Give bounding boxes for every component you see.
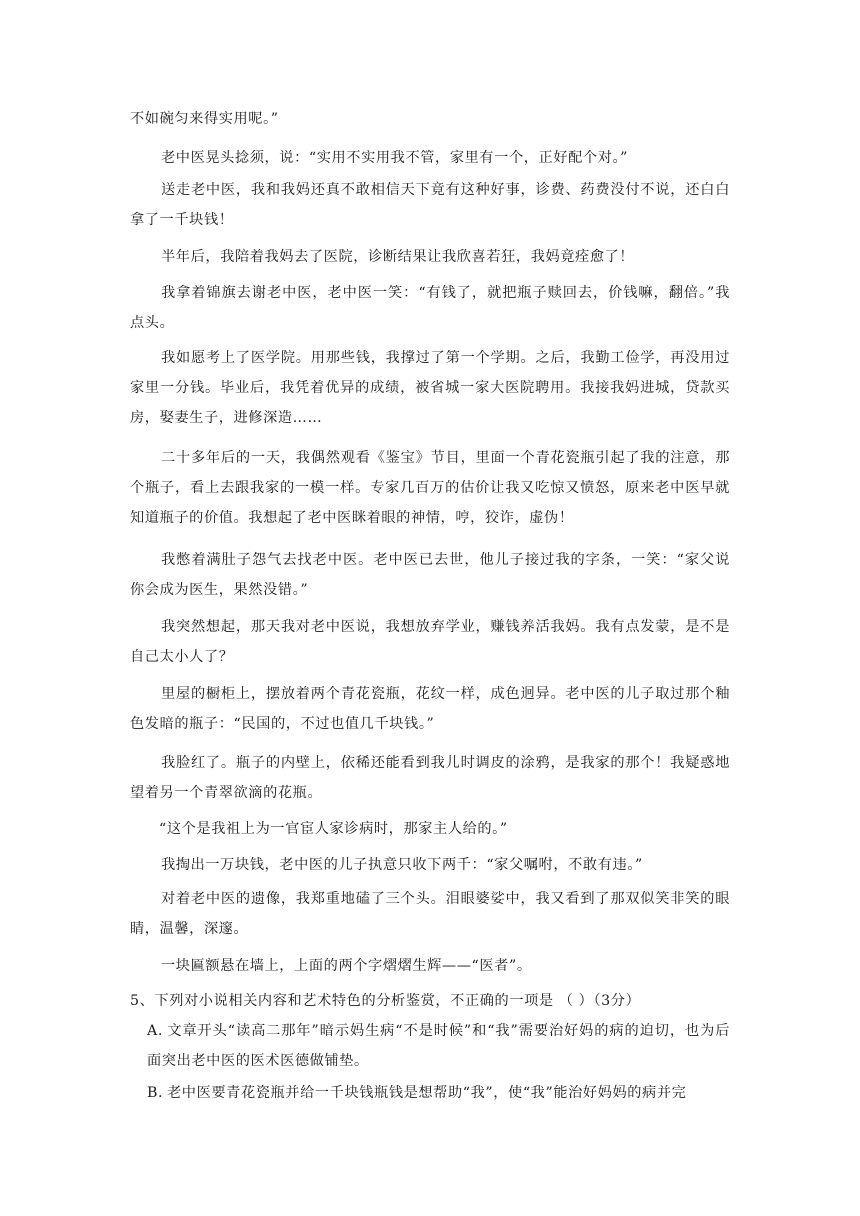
option-b-letter: B. — [147, 1085, 164, 1101]
story-paragraph-8: 我憋着满肚子怨气去找老中医。老中医已去世，他儿子接过我的字条，一笑：“家父说你会成为医生，果然没错。” — [130, 552, 730, 598]
story-paragraph-12: “这个是我祖上为一官宦人家诊病时，那家主人给的。” — [159, 821, 508, 837]
option-a-text: 文章开头“读高二那年”暗示妈生病“不是时候”和“我”需要治好妈的病的迫切，也为后面突出老中医的医术医德做铺垫。 — [147, 1023, 730, 1069]
story-paragraph-4: 半年后，我陪着我妈去了医院，诊断结果让我欣喜若狂，我妈竟痊愈了！ — [161, 249, 635, 265]
option-b-text: 老中医要青花瓷瓶并给一千块钱瓶钱是想帮助“我”，使“我”能治好妈妈的病并完 — [167, 1085, 687, 1101]
story-paragraph-1: 不如碗匀来得实用呢。” — [130, 111, 279, 127]
story-paragraph-2: 老中医晃头捻须，说：“实用不实用我不管，家里有一个，正好配个对。” — [161, 150, 629, 166]
option-b — [147, 1078, 730, 1108]
story-paragraph-7: 二十多年后的一天，我偶然观看《鉴宝》节目，里面一个青花瓷瓶引起了我的注意，那个瓶子，看上去跟我家的一模一样。专家几百万的估价让我又吃惊又愤怒，原来老中医早就知道瓶子的价值。我想起了老中医眯着眼的神情，哼，狡诈，虚伪！ — [130, 450, 730, 526]
story-paragraph-6: 我如愿考上了医学院。用那些钱，我撑过了第一个学期。之后，我勤工俭学，再没用过家里一分钱。毕业后，我凭着优异的成绩，被省城一家大医院聘用。我接我妈进城，贷款买房，娶妻生子，进修深造…… — [130, 350, 730, 426]
story-paragraph-3: 送走老中医，我和我妈还真不敢相信天下竟有这种好事，诊费、药费没付不说，还白白拿了一千块钱！ — [130, 182, 730, 228]
story-paragraph-14: 对着老中医的遗像，我郑重地磕了三个头。泪眼婆娑中，我又看到了那双似笑非笑的眼睛，温馨，深邃。 — [130, 891, 730, 937]
story-paragraph-5: 我拿着锦旗去谢老中医，老中医一笑：“有钱了，就把瓶子赎回去，价钱嘛，翻倍。”我点头。 — [130, 285, 730, 331]
story-paragraph-10: 里屋的橱柜上，摆放着两个青花瓷瓶，花纹一样，成色迥异。老中医的儿子取过那个釉色发暗的瓶子：“民国的，不过也值几千块钱。” — [130, 686, 730, 732]
story-paragraph-9: 我突然想起，那天我对老中医说，我想放弃学业，赚钱养活我妈。我有点发蒙，是不是自己太小人了？ — [130, 619, 730, 665]
story-paragraph-15: 一块匾额悬在墙上，上面的两个字熠熠生辉——“医者”。 — [161, 958, 532, 974]
story-paragraph-13: 我掏出一万块钱，老中医的儿子执意只收下两千：“家父嘱咐，不敢有违。” — [161, 857, 643, 873]
option-a — [147, 1016, 730, 1076]
question-5-title: 5、下列对小说相关内容和艺术特色的分析鉴赏，不正确的一项是 （ ）（3分） — [130, 993, 641, 1009]
story-paragraph-11: 我脸红了。瓶子的内壁上，依稀还能看到我儿时调皮的涂鸦，是我家的那个！我疑惑地望着另一个青翠欲滴的花瓶。 — [130, 755, 730, 801]
option-a-letter: A. — [147, 1023, 163, 1039]
